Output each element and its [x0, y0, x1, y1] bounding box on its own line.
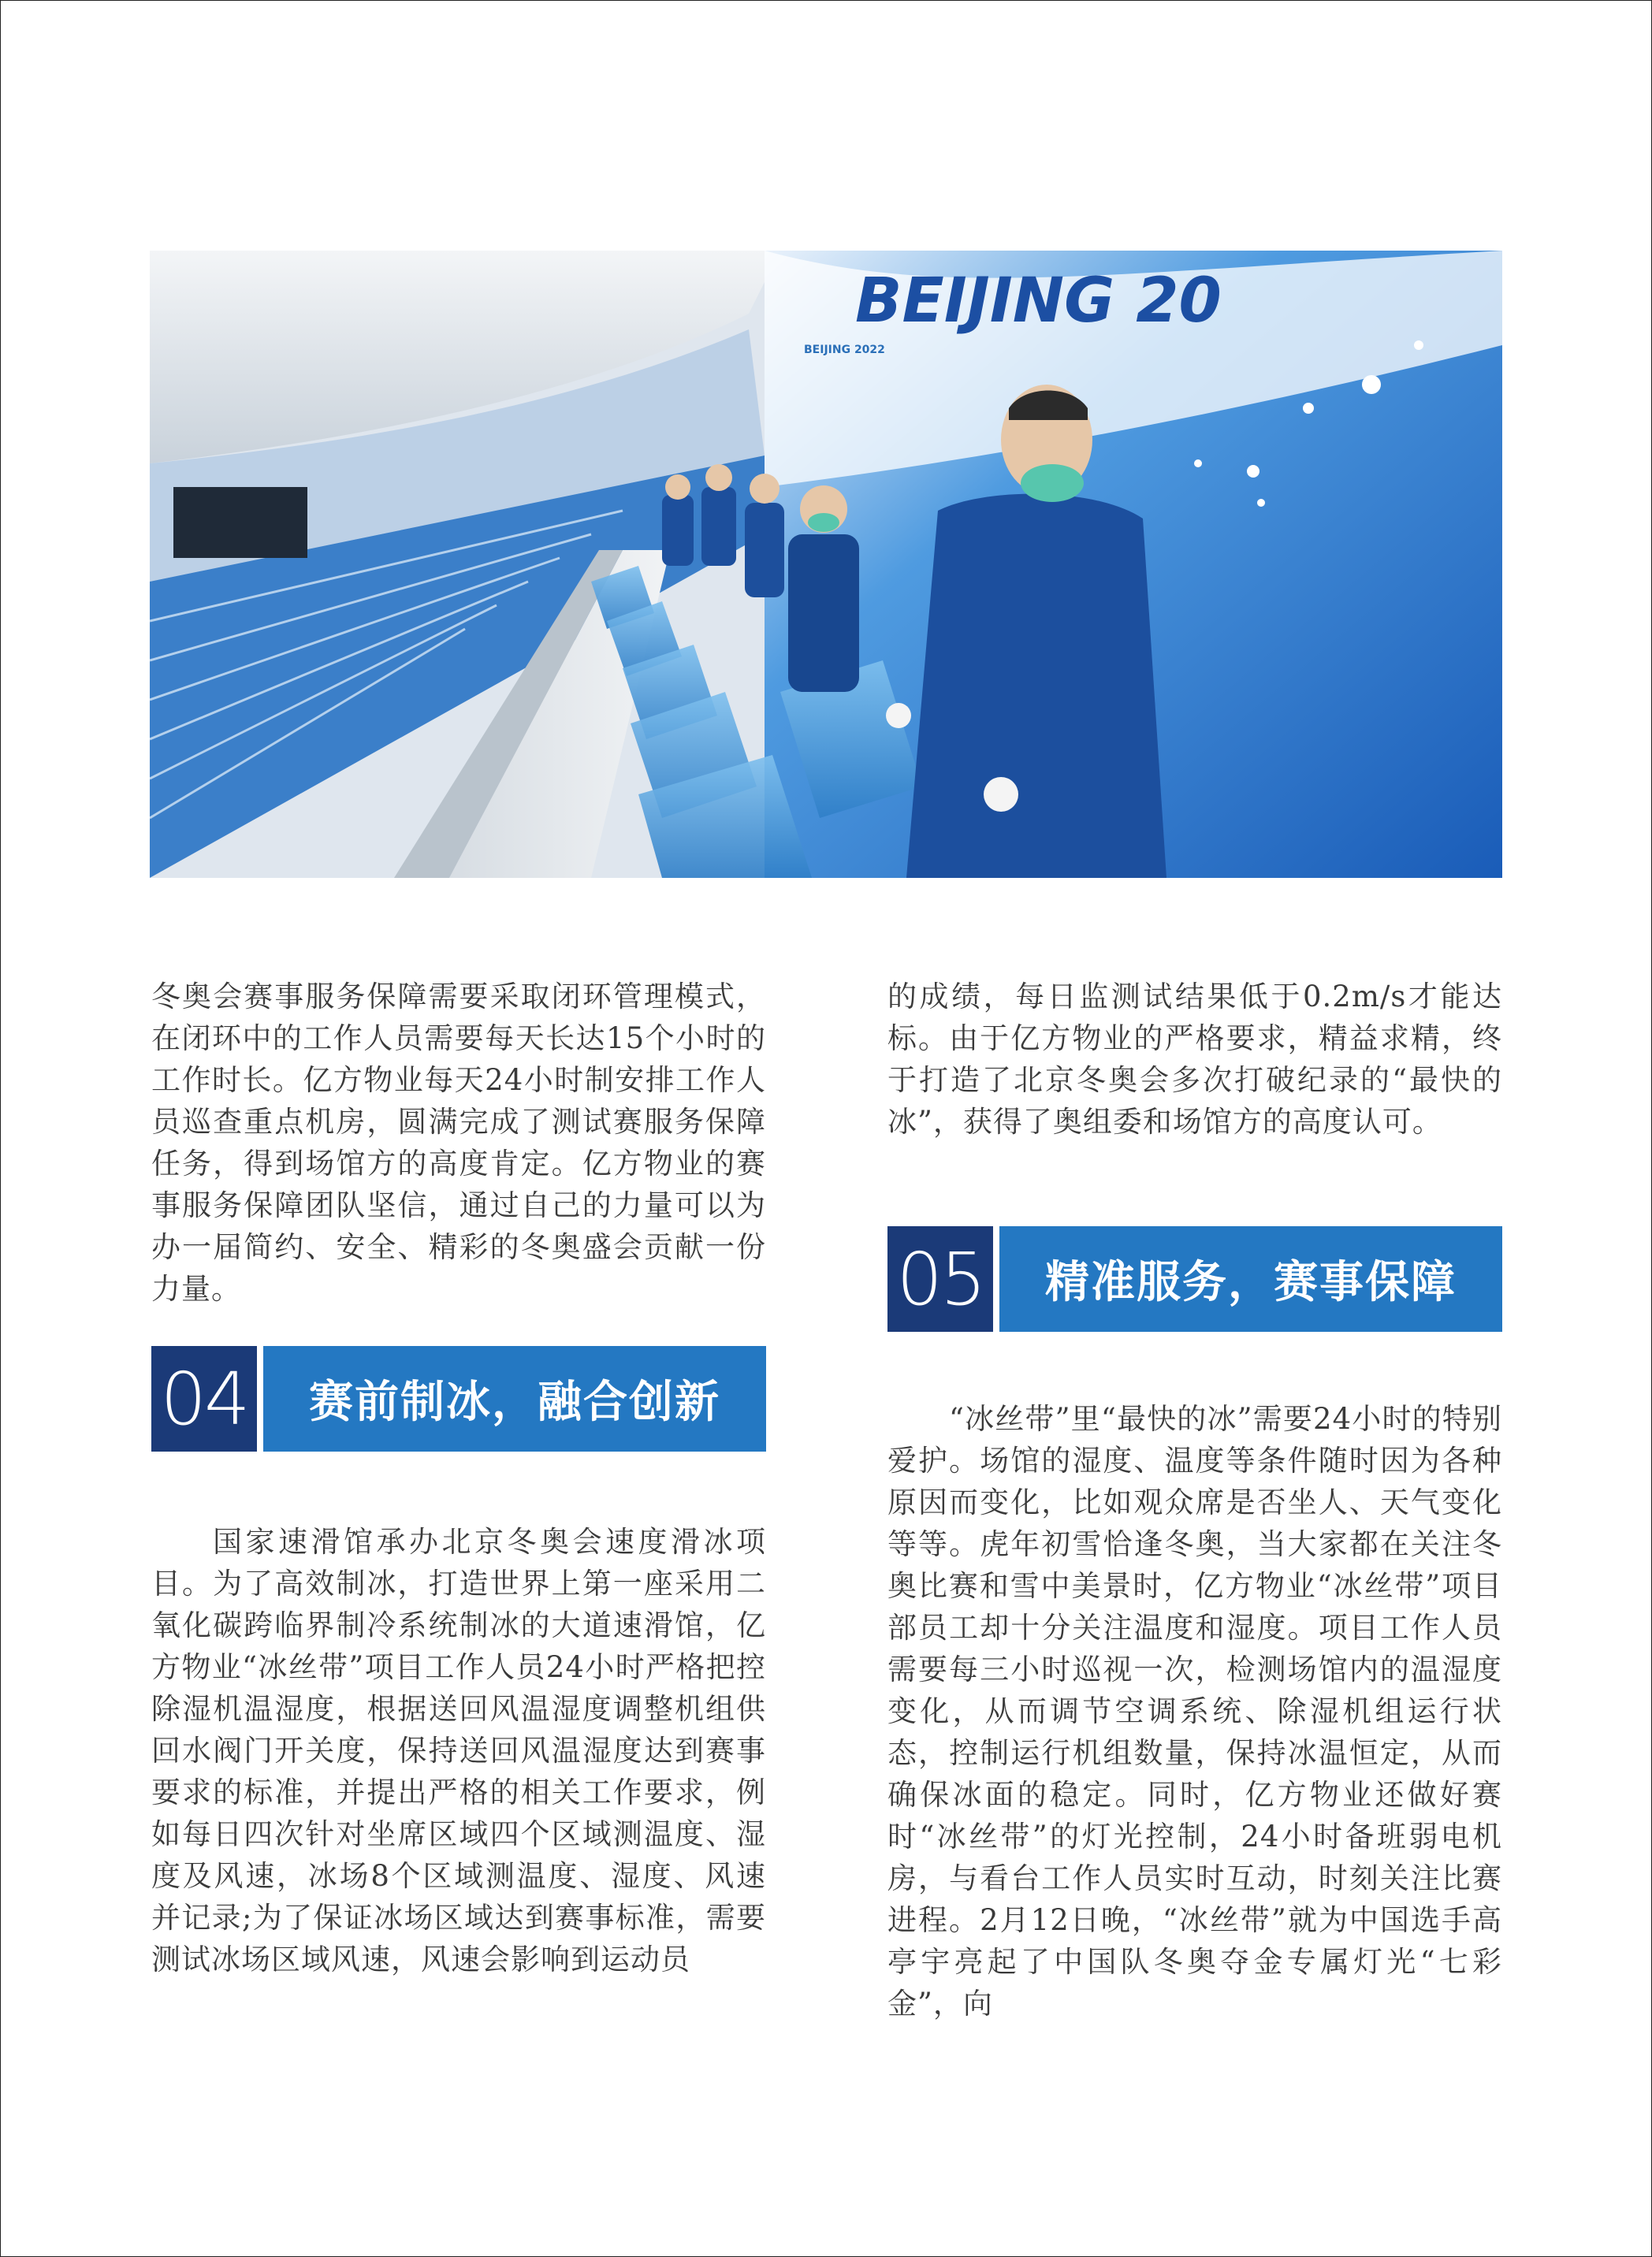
section-05-header [887, 1226, 1502, 1332]
section-04-gap [257, 1346, 263, 1452]
photo-logo-text: BEIJING 20 [855, 266, 1222, 337]
intro-paragraph: 冬奥会赛事服务保障需要采取闭环管理模式，在闭环中的工作人员需要每天长达15个小时的工作时长。亿方物业每天24小时制安排工作人员巡查重点机房，圆满完成了测试赛服务保障任务，得到场馆方的高度肯定。亿方物业的赛事服务保障团队坚信，通过自己的力量可以为办一届简约、安全、精彩的冬奥盛会贡献一份力量。 [151, 980, 766, 1306]
photo-logo-sub: BEIJING 2022 [804, 344, 885, 356]
section-05-gap [993, 1226, 999, 1332]
section-05-number: 05 [887, 1226, 993, 1332]
section-04-paragraph: 国家速滑馆承办北京冬奥会速度滑冰项目。为了高效制冰，打造世界上第一座采用二氧化碳跨临界制冷系统制冰的大道速滑馆，亿方物业“冰丝带”项目工作人员24小时严格把控除湿机温湿度，根据送回风温湿度调整机组供回水阀门开关度，保持送回风温湿度达到赛事要求的标准，并提出严格的相关工作要求，例如每日四次针对坐席区域四个区域测温度、湿度及风速，冰场8个区域测温度、湿度、风速并记录;为了保证冰场区域达到赛事标准，需要测试冰场区域风速，风速会影响到运动员 [151, 1525, 766, 1976]
section-05-paragraph: “冰丝带”里“最快的冰”需要24小时的特别爱护。场馆的湿度、温度等条件随时因为各种原因而变化，比如观众席是否坐人、天气变化等等。虎年初雪恰逢冬奥，当大家都在关注冬奥比赛和雪中美景时，亿方物业“冰丝带”项目部员工却十分关注温度和湿度。项目工作人员需要每三小时巡视一次，检测场馆内的温湿度变化，从而调节空调系统、除湿机组运行状态，控制运行机组数量，保持冰温恒定，从而确保冰面的稳定。同时，亿方物业还做好赛时“冰丝带”的灯光控制，24小时备班弱电机房，与看台工作人员实时互动，时刻关注比赛进程。2月12日晚，“冰丝带”就为中国选手高亭宇亮起了中国队冬奥夺金专属灯光“七彩金”，向 [887, 1402, 1502, 2021]
section-04-number: 04 [151, 1346, 257, 1452]
section-04-title: 赛前制冰，融合创新 [263, 1346, 766, 1452]
continuation-paragraph: 的成绩，每日监测试结果低于0.2m/s才能达标。由于亿方物业的严格要求，精益求精，终于打造了北京冬奥会多次打破纪录的“最快的冰”，获得了奥组委和场馆方的高度认可。 [887, 980, 1502, 1139]
section-04-header [151, 1346, 766, 1452]
section-05-title: 精准服务，赛事保障 [999, 1226, 1502, 1332]
stadium-photo [150, 251, 1502, 878]
